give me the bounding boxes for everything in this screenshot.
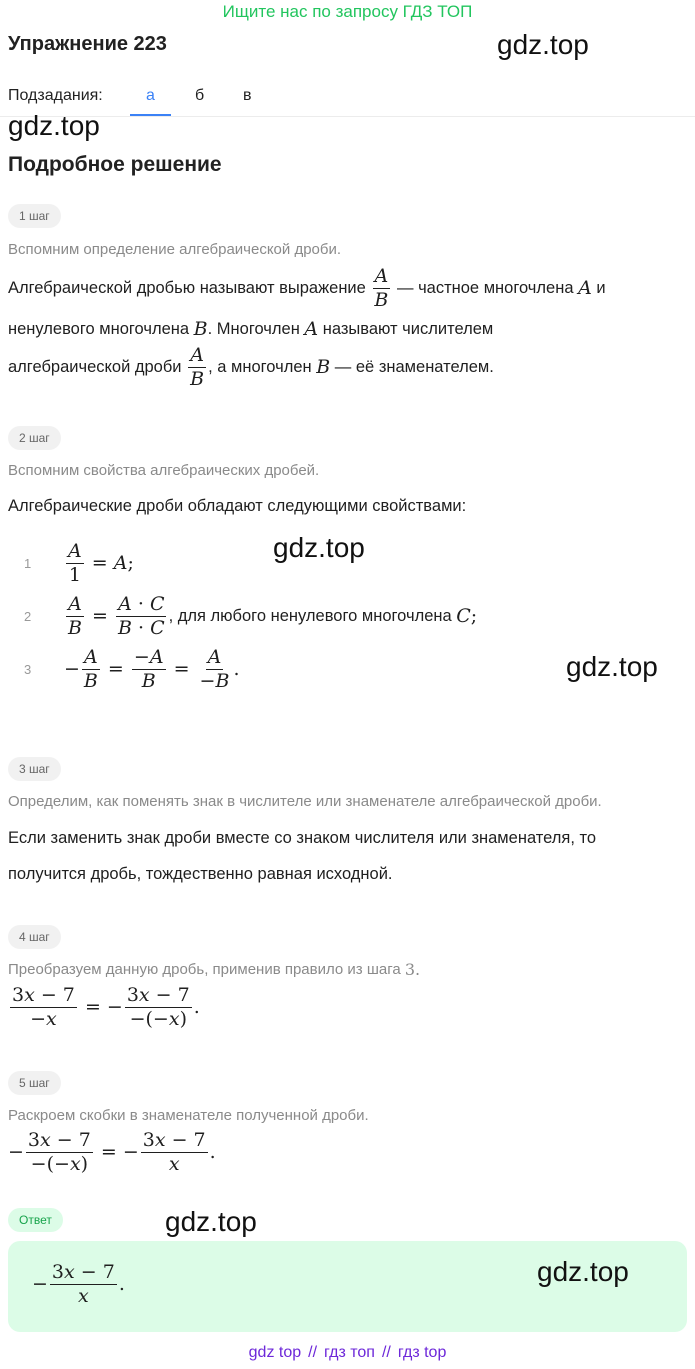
watermark: gdz.top	[537, 1256, 629, 1287]
step2-intro: Алгебраические дроби обладают следующими свойствами:	[8, 497, 467, 515]
watermark: gdz.top	[165, 1206, 257, 1237]
subtasks-label: Подзадания:	[8, 87, 103, 104]
step-badge: 3 шаг	[8, 757, 61, 781]
tab-a[interactable]: а	[146, 87, 155, 104]
tab-b[interactable]: б	[195, 87, 205, 104]
text: Алгебраической дробью называют выражение	[8, 278, 366, 297]
watermark: gdz.top	[497, 29, 589, 60]
step-hint	[8, 960, 420, 979]
step1-line3	[8, 345, 494, 390]
step-hint: Вспомним свойства алгебраических дробей.	[8, 462, 320, 479]
math-b: B	[316, 356, 331, 379]
text: алгебраической дроби	[8, 357, 182, 376]
text: , для любого ненулевого многочлена	[168, 606, 452, 625]
fraction-a-over-b: $\frac{A}{B}$	[190, 344, 205, 390]
formula: $\frac{A}{B}$ = $\frac{A \cdot C}{B \cdot C}$	[68, 593, 165, 639]
step3-line2: получится дробь, тождественно равная исходной.	[8, 865, 393, 883]
fraction-a-over-b: $\frac{A}{B}$	[374, 265, 389, 311]
text: Преобразуем данную дробь, применив правило из шага	[8, 961, 401, 978]
footer-separator: //	[308, 1344, 318, 1361]
watermark: gdz.top	[566, 651, 658, 682]
list-number: 2	[24, 608, 32, 624]
footer-link[interactable]: гдз top	[397, 1344, 447, 1361]
watermark: gdz.top	[8, 110, 100, 141]
footer-separator: //	[381, 1344, 391, 1361]
answer-formula: − $\frac{3x - 7}{x}$ .	[32, 1261, 125, 1307]
text: ненулевого многочлена	[8, 319, 190, 338]
step-badge: 1 шаг	[8, 204, 61, 228]
property-3	[24, 647, 239, 692]
text: . Многочлен	[207, 319, 300, 338]
promo-banner[interactable]: Ищите нас по запросу ГДЗ ТОП	[222, 2, 473, 21]
footer-link[interactable]: гдз топ	[324, 1344, 375, 1361]
step1-line2	[8, 318, 493, 340]
step4-formula: $\frac{3x - 7}{-x}$ = − $\frac{3x - 7}{-(-x)}$ .	[12, 984, 200, 1030]
math-3: 3.	[404, 960, 421, 979]
step5-formula: − $\frac{3x - 7}{-(-x)}$ = − $\frac{3x - 7}{x}$ .	[8, 1129, 216, 1175]
step-hint: Раскроем скобки в знаменателе полученной дроби.	[8, 1107, 369, 1124]
step-hint: Вспомним определение алгебраической дроби.	[8, 241, 342, 258]
step-badge: 5 шаг	[8, 1071, 61, 1095]
property-2: 2 $\frac{A}{B}$ = $\frac{A \cdot C}{B \cdot C}$ , для любого ненулевого многочлена C ;	[24, 593, 478, 639]
text: — частное многочлена	[396, 278, 574, 297]
text: — её знаменателем.	[334, 357, 494, 376]
text: и	[596, 278, 606, 297]
tab-v[interactable]: в	[243, 87, 252, 104]
step-badge: 2 шаг	[8, 426, 61, 450]
page-title: Упражнение 223	[8, 33, 167, 55]
step1-line1	[8, 266, 606, 311]
formula: − $\frac{A}{B}$ = $\frac{-A}{B}$ = $\frac{A}{-B}$ .	[64, 646, 240, 692]
answer-badge: Ответ	[8, 1208, 63, 1232]
text: , а многочлен	[208, 357, 312, 376]
step-hint: Определим, как поменять знак в числителе или знаменателе алгебраической дроби.	[8, 793, 602, 810]
divider	[0, 116, 695, 117]
step3-line1: Если заменить знак дроби вместе со знаком числителя или знаменателя, то	[8, 829, 597, 847]
list-number: 3	[24, 661, 32, 677]
math-b: B	[193, 318, 208, 340]
math-a: A	[304, 318, 319, 340]
step-badge: 4 шаг	[8, 925, 61, 949]
footer-links	[0, 1344, 695, 1362]
watermark: gdz.top	[273, 532, 365, 563]
math-a: A	[578, 277, 592, 300]
footer-link[interactable]: gdz top	[248, 1344, 302, 1361]
section-title: Подробное решение	[8, 153, 222, 176]
property-1	[24, 541, 134, 586]
formula: $\frac{A}{1}$ = A ;	[68, 540, 134, 586]
math-c: C	[456, 605, 471, 628]
text: называют числителем	[322, 319, 494, 338]
list-number: 1	[24, 555, 32, 571]
